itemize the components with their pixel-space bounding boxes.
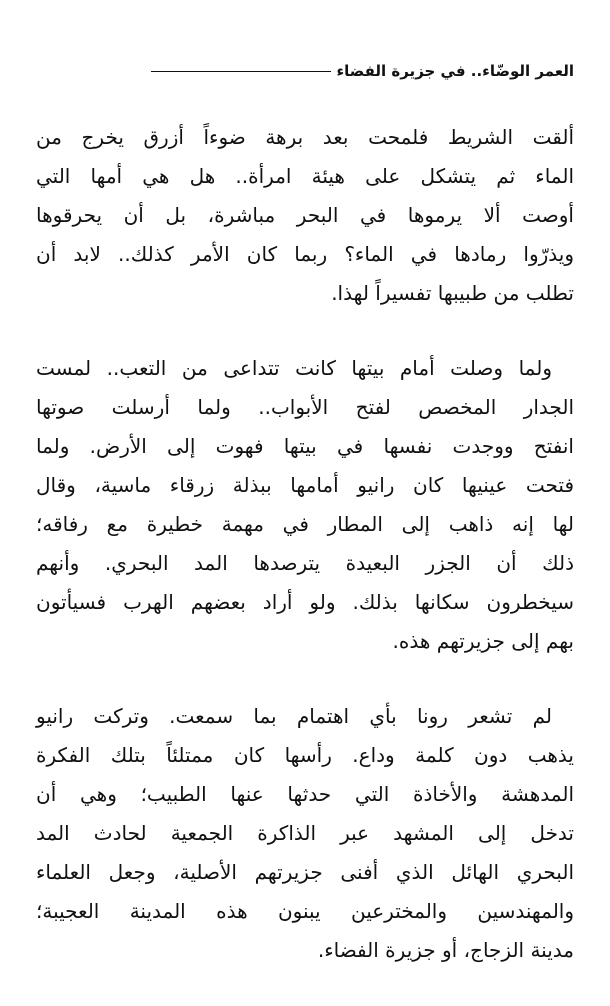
text-line: البحري الهائل الذي أفنى جزيرتهم الأصلية، وجعل العلماء [36,860,574,884]
text-line: تطلب من طبيبها تفسيراً لهذا. [331,281,574,305]
text-line: الماء ثم يتشكل على هيئة امرأة.. هل هي أمها التي [36,164,574,188]
text-line: والمهندسين والمخترعين يبنون هذه المدينة العجيبة؛ [36,899,574,923]
body-text [36,118,574,1006]
text-line: انفتح ووجدت نفسها في بيتها فهوت إلى الأرض. ولما [36,434,574,458]
text-line: ألقت الشريط فلمحت بعد برهة ضوءاً أزرق يخرج من [36,125,574,149]
text-line: تدخل إلى المشهد عبر الذاكرة الجمعية لحادث المد [36,821,574,845]
paragraph-2 [36,349,574,661]
header-rule [151,71,331,72]
text-line: ذلك أن الجزر البعيدة يترصدها المد البحري. وأنهم [36,551,574,575]
paragraph-3 [36,697,574,970]
text-line: الجدار المخصص لفتح الأبواب.. ولما أرسلت صوتها [36,395,574,419]
running-header [151,60,575,82]
text-line: ويذرّوا رمادها في الماء؟ ربما كان الأمر كذلك.. لابد أن [36,242,574,266]
text-line: سيخطرون سكانها بذلك. ولو أراد بعضهم الهرب فسيأتون [36,590,574,614]
text-line: مدينة الزجاج، أو جزيرة الفضاء. [317,938,574,962]
book-page [36,0,574,1000]
text-line: يذهب دون كلمة وداع. رأسها كان ممتلئاً بتلك الفكرة [36,743,574,767]
text-line: ولما وصلت أمام بيتها كانت تتداعى من التعب.. لمست [36,356,552,380]
paragraph-1 [36,118,574,313]
text-line: لها إنه ذاهب إلى المطار في مهمة خطيرة مع رفاقه؛ [36,512,574,536]
text-line: بهم إلى جزيرتهم هذه. [392,629,574,653]
text-line: فتحت عينيها كان رانيو أمامها ببذلة زرقاء ماسية، وقال [36,473,574,497]
chapter-title: العمر الوضّاء.. في جزيرة الفضاء [336,62,574,80]
text-line: لم تشعر رونا بأي اهتمام بما سمعت. وتركت رانيو [36,704,552,728]
text-line: أوصت ألا يرموها في البحر مباشرة، بل أن يحرقوها [36,203,574,227]
text-line: المدهشة والأخاذة التي حدثها عنها الطبيب؛ وهي أن [36,782,574,806]
